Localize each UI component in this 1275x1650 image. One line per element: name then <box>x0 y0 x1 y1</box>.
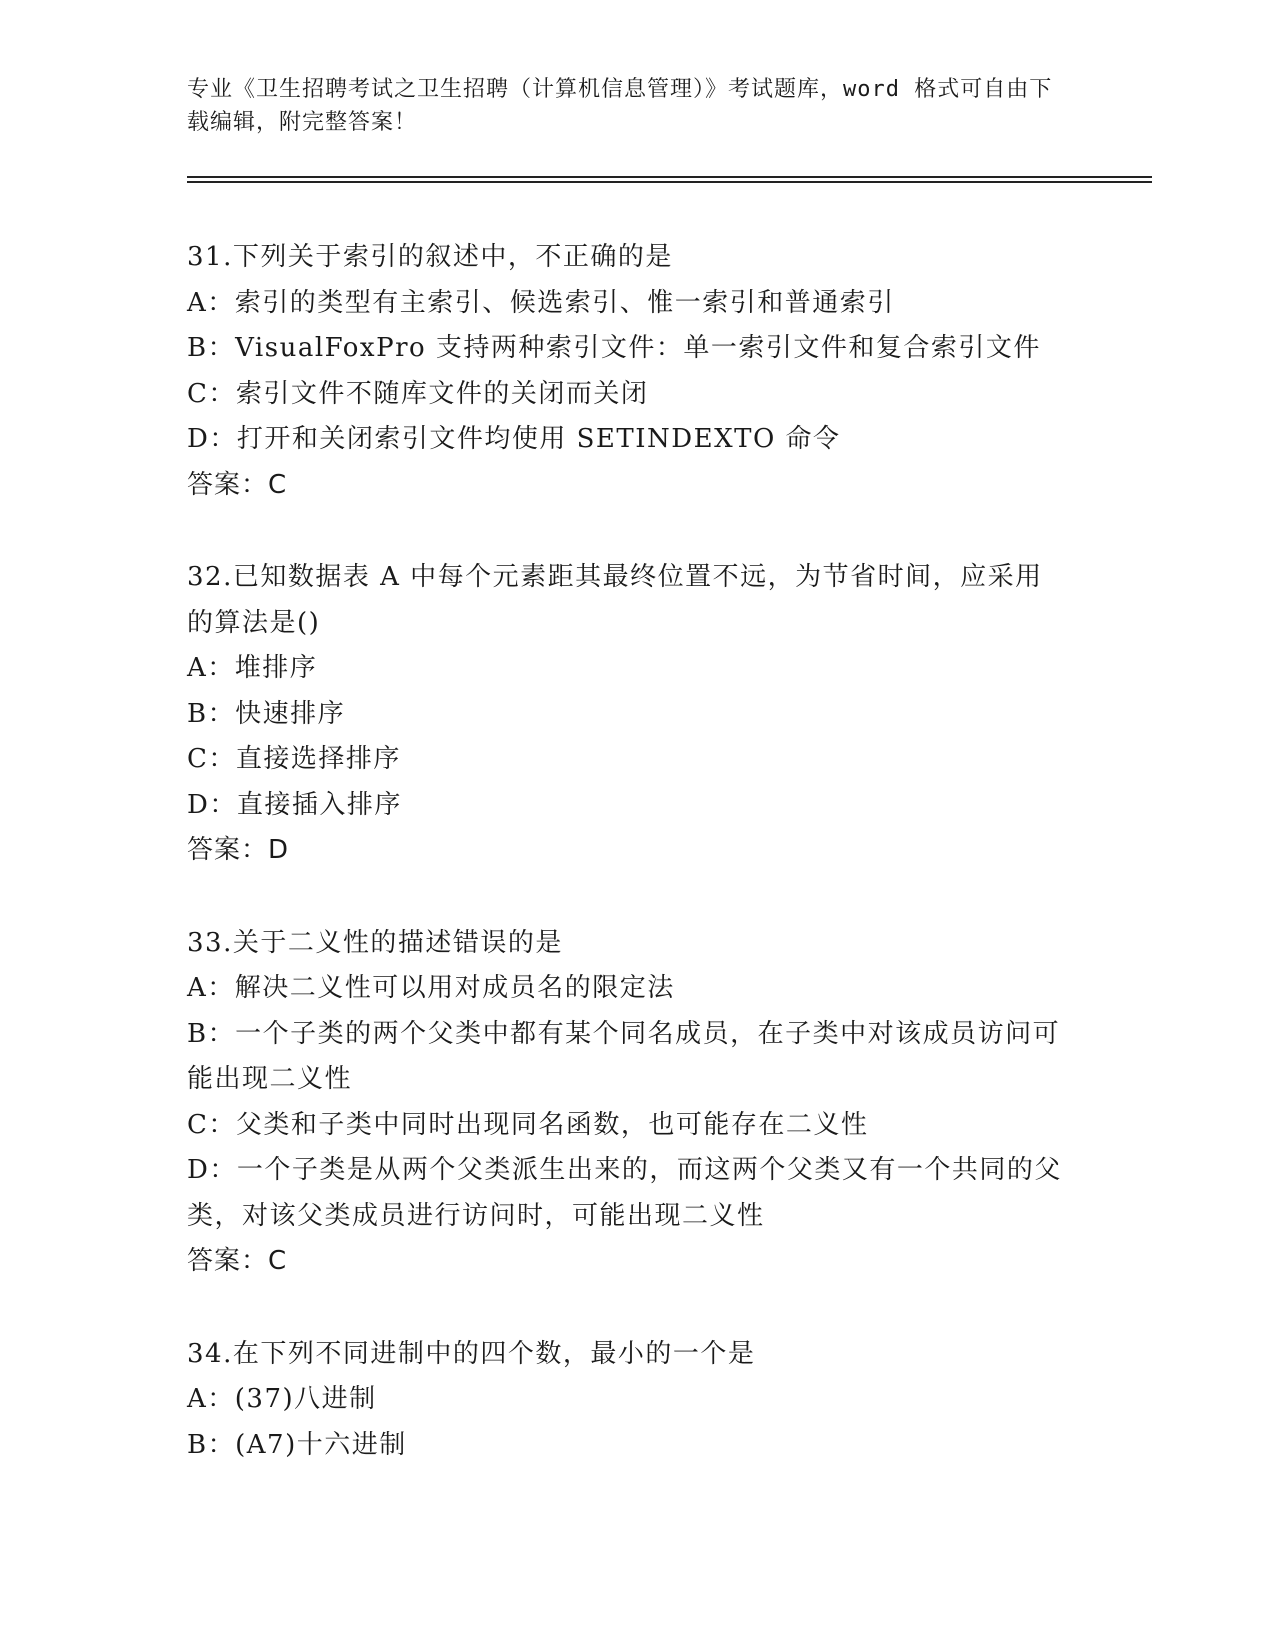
option-d: D：直接插入排序 <box>187 789 402 820</box>
option-b: B：VisualFoxPro 支持两种索引文件：单一索引文件和复合索引文件 <box>187 333 1041 363</box>
question-31 <box>187 235 1067 508</box>
answer-line: 答案：D <box>187 835 290 865</box>
option-c: C：父类和子类中同时出现同名函数，也可能存在二义性 <box>187 1109 869 1140</box>
question-34 <box>187 1332 1067 1469</box>
option-b: B：快速排序 <box>187 698 346 729</box>
option-a: A：堆排序 <box>187 653 318 683</box>
option-d: D：一个子类是从两个父类派生出来的，而这两个父类又有一个共同的父类，对该父类成员进行访问时，可能出现二义性 <box>187 1155 1062 1231</box>
option-b: B：(A7)十六进制 <box>187 1429 407 1460</box>
document-intro: 专业《卫生招聘考试之卫生招聘（计算机信息管理）》考试题库，word 格式可自由下载编辑，附完整答案！ <box>187 77 1053 135</box>
option-d: D：打开和关闭索引文件均使用 SETINDEXTO 命令 <box>187 424 841 454</box>
answer-line: 答案：C <box>187 469 288 500</box>
header-divider-bottom <box>187 181 1152 183</box>
option-c: C：直接选择排序 <box>187 744 401 774</box>
option-a: A：(37)八进制 <box>187 1384 377 1414</box>
question-stem: 32.已知数据表 A 中每个元素距其最终位置不远，为节省时间，应采用的算法是() <box>187 562 1043 638</box>
option-b: B：一个子类的两个父类中都有某个同名成员，在子类中对该成员访问可能出现二义性 <box>187 1018 1061 1094</box>
question-list <box>187 235 1067 1515</box>
answer-line: 答案：C <box>187 1246 288 1276</box>
question-stem: 31.下列关于索引的叙述中，不正确的是 <box>187 242 673 272</box>
option-c: C：索引文件不随库文件的关闭而关闭 <box>187 378 649 409</box>
header-divider-top <box>187 176 1152 178</box>
question-stem: 33.关于二义性的描述错误的是 <box>187 927 563 958</box>
question-32 <box>187 555 1067 874</box>
option-a: A：索引的类型有主索引、候选索引、惟一索引和普通索引 <box>187 287 895 318</box>
question-33 <box>187 921 1067 1285</box>
option-a: A：解决二义性可以用对成员名的限定法 <box>187 973 675 1003</box>
question-stem: 34.在下列不同进制中的四个数，最小的一个是 <box>187 1338 756 1369</box>
